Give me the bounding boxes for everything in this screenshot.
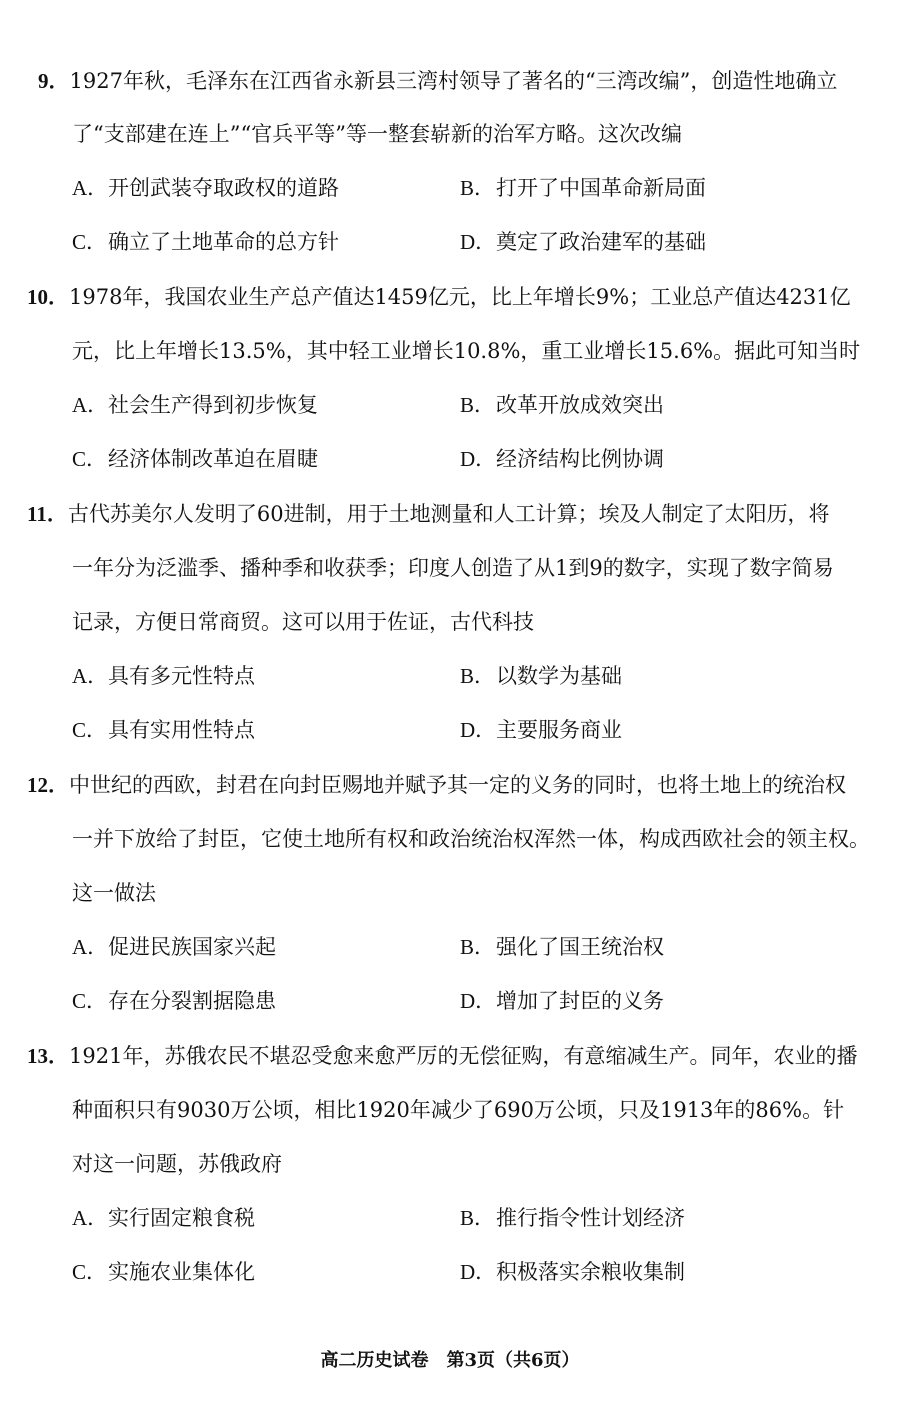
option-text: 实施农业集体化 xyxy=(108,1260,255,1284)
option-b[interactable] xyxy=(460,1203,685,1233)
option-text: 经济结构比例协调 xyxy=(496,447,664,471)
option-letter: B． xyxy=(460,176,496,200)
option-letter: A． xyxy=(72,176,109,200)
option-text: 社会生产得到初步恢复 xyxy=(108,393,318,417)
option-text: 奠定了政治建军的基础 xyxy=(496,230,706,254)
question-stem-line xyxy=(27,282,851,312)
option-letter: D． xyxy=(460,230,497,254)
option-letter: B． xyxy=(460,664,496,688)
option-text: 具有多元性特点 xyxy=(108,664,255,688)
question-stem-line: 这一做法 xyxy=(72,881,156,905)
question-text: 中世纪的西欧，封君在向封臣赐地并赋予其一定的义务的同时，也将土地上的统治权 xyxy=(69,773,846,797)
option-letter: A． xyxy=(72,664,109,688)
option-d[interactable] xyxy=(460,227,706,257)
option-letter: C． xyxy=(72,447,108,471)
option-letter: D． xyxy=(460,1260,497,1284)
option-text: 强化了国王统治权 xyxy=(496,935,664,959)
option-a[interactable] xyxy=(72,390,318,420)
option-letter: C． xyxy=(72,230,108,254)
question-stem-line: 种面积只有9030万公顷，相比1920年减少了690万公顷，只及1913年的86%。针 xyxy=(72,1098,845,1122)
question-text: 1921年，苏俄农民不堪忍受愈来愈严厉的无偿征购，有意缩减生产。同年，农业的播 xyxy=(69,1044,858,1068)
option-letter: B． xyxy=(460,935,496,959)
option-b[interactable] xyxy=(460,932,664,962)
question-stem-line: 了“支部建在连上”“官兵平等”等一整套崭新的治军方略。这次改编 xyxy=(72,122,682,146)
option-text: 主要服务商业 xyxy=(496,718,622,742)
question-stem-line xyxy=(27,770,846,800)
question-stem-line: 元，比上年增长13.5%，其中轻工业增长10.8%，重工业增长15.6%。据此可知当时 xyxy=(72,339,861,363)
option-text: 存在分裂割据隐患 xyxy=(108,989,276,1013)
option-letter: D． xyxy=(460,989,497,1013)
option-letter: A． xyxy=(72,935,109,959)
option-a[interactable] xyxy=(72,661,255,691)
option-c[interactable] xyxy=(72,444,318,474)
question-number: 13． xyxy=(27,1044,69,1068)
option-letter: B． xyxy=(460,393,496,417)
option-letter: C． xyxy=(72,1260,108,1284)
question-stem-line xyxy=(27,499,830,529)
option-d[interactable] xyxy=(460,986,664,1016)
option-b[interactable] xyxy=(460,173,706,203)
option-text: 增加了封臣的义务 xyxy=(496,989,664,1013)
question-text: 古代苏美尔人发明了60进制，用于土地测量和人工计算；埃及人制定了太阳历，将 xyxy=(67,502,830,526)
page-footer: 高二历史试卷 第3页（共6页） xyxy=(320,1350,580,1371)
option-letter: A． xyxy=(72,1206,109,1230)
option-text: 确立了土地革命的总方针 xyxy=(108,230,339,254)
option-letter: A． xyxy=(72,393,109,417)
option-text: 以数学为基础 xyxy=(496,664,622,688)
option-letter: D． xyxy=(460,718,497,742)
option-text: 打开了中国革命新局面 xyxy=(496,176,706,200)
option-a[interactable] xyxy=(72,1203,255,1233)
option-letter: C． xyxy=(72,718,108,742)
option-text: 推行指令性计划经济 xyxy=(496,1206,685,1230)
question-stem-line xyxy=(27,1041,857,1071)
option-b[interactable] xyxy=(460,390,664,420)
option-text: 实行固定粮食税 xyxy=(108,1206,255,1230)
option-letter: C． xyxy=(72,989,108,1013)
question-text: 1978年，我国农业生产总产值达1459亿元，比上年增长9%；工业总产值达4231亿 xyxy=(69,285,851,309)
question-stem-line: 一年分为泛滥季、播种季和收获季；印度人创造了从1到9的数字，实现了数字简易 xyxy=(72,556,834,580)
option-letter: D． xyxy=(460,447,497,471)
option-text: 具有实用性特点 xyxy=(108,718,255,742)
option-d[interactable] xyxy=(460,444,664,474)
question-stem-line xyxy=(38,66,837,96)
question-stem-line: 对这一问题，苏俄政府 xyxy=(72,1152,282,1176)
option-text: 改革开放成效突出 xyxy=(496,393,664,417)
question-number: 12． xyxy=(27,773,69,797)
question-number: 11． xyxy=(27,502,68,526)
option-letter: B． xyxy=(460,1206,496,1230)
option-c[interactable] xyxy=(72,715,255,745)
option-text: 开创武装夺取政权的道路 xyxy=(108,176,339,200)
question-number: 9． xyxy=(38,69,70,93)
option-c[interactable] xyxy=(72,1257,255,1287)
option-b[interactable] xyxy=(460,661,622,691)
option-a[interactable] xyxy=(72,173,339,203)
option-text: 促进民族国家兴起 xyxy=(108,935,276,959)
question-stem-line: 一并下放给了封臣，它使土地所有权和政治统治权浑然一体，构成西欧社会的领主权。 xyxy=(72,827,870,851)
question-text: 1927年秋，毛泽东在江西省永新县三湾村领导了著名的“三湾改编”，创造性地确立 xyxy=(69,69,838,93)
option-c[interactable] xyxy=(72,227,339,257)
option-c[interactable] xyxy=(72,986,276,1016)
option-d[interactable] xyxy=(460,1257,685,1287)
question-number: 10． xyxy=(27,285,69,309)
question-stem-line: 记录，方便日常商贸。这可以用于佐证，古代科技 xyxy=(72,610,534,634)
option-d[interactable] xyxy=(460,715,622,745)
option-a[interactable] xyxy=(72,932,276,962)
option-text: 经济体制改革迫在眉睫 xyxy=(108,447,318,471)
option-text: 积极落实余粮收集制 xyxy=(496,1260,685,1284)
